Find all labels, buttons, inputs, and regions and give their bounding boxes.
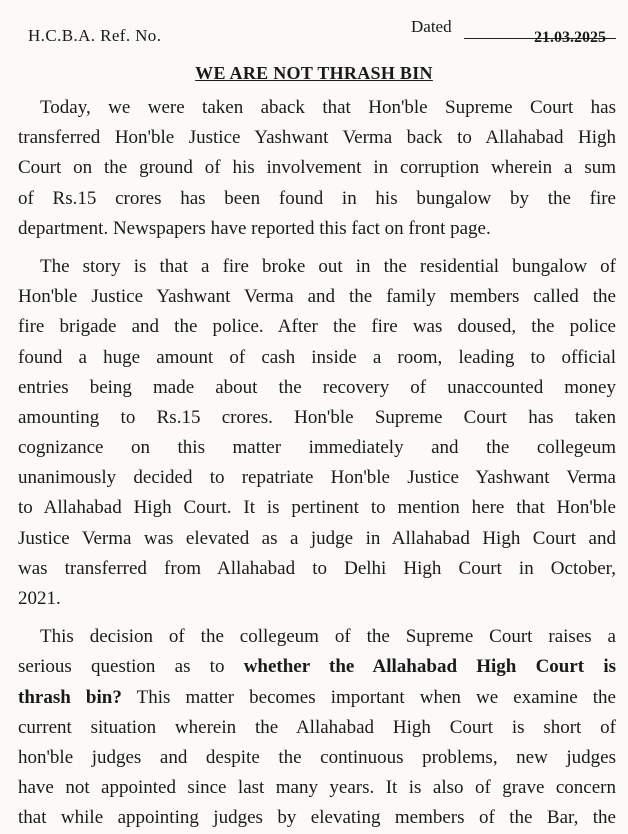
- text-run: serious question as to: [18, 656, 225, 678]
- letter-body: [0, 93, 628, 834]
- paragraph-gap: [0, 614, 628, 622]
- text-line: unanimously decided to repatriate Hon'ble Justice Yashwant Verma: [18, 467, 616, 489]
- paragraph-1: [0, 93, 628, 244]
- text-line: 2021.: [18, 588, 61, 609]
- text-line: department. Newspapers have reported this fact on front page.: [18, 217, 491, 239]
- page-title: WE ARE NOT THRASH BIN: [195, 63, 433, 83]
- emphasis-text: whether the Allahabad High Court is: [243, 656, 616, 678]
- text-line: The story is that a fire broke out in the residential bungalow of: [40, 255, 616, 277]
- text-line: cognizance on this matter immediately and the collegeum: [18, 437, 616, 459]
- text-line: to Allahabad High Court. It is pertinent to mention here that Hon'ble: [18, 497, 616, 519]
- text-line: of Rs.15 crores has been found in his bungalow by the fire: [18, 187, 616, 209]
- text-line: Justice Verma was elevated as a judge in Allahabad High Court and: [18, 527, 616, 549]
- text-line: This decision of the collegeum of the Supreme Court raises a: [40, 626, 616, 648]
- emphasis-text: thrash bin?: [18, 686, 122, 708]
- text-line: current situation wherein the Allahabad High Court is short of: [18, 716, 616, 738]
- reference-number-label: H.C.B.A. Ref. No.: [28, 26, 162, 45]
- text-line: [0, 652, 628, 682]
- text-line: Today, we were taken aback that Hon'ble Supreme Court has: [40, 97, 616, 118]
- text-line: entries being made about the recovery of unaccounted money: [18, 376, 616, 398]
- text-line: hon'ble judges and despite the continuous problems, new judges: [18, 746, 616, 768]
- text-line: found a huge amount of cash inside a room, leading to official: [18, 346, 616, 368]
- paragraph-3: [0, 622, 628, 833]
- text-run: This matter becomes important when we examine the: [136, 686, 616, 708]
- text-line: Hon'ble Justice Yashwant Verma and the family members called the: [18, 286, 616, 308]
- text-line: fire brigade and the police. After the fire was doused, the police: [18, 316, 616, 338]
- text-line: have not appointed since last many years. It is also of grave concern: [18, 777, 616, 799]
- text-line: Court on the ground of his involvement in corruption wherein a sum: [18, 157, 616, 179]
- text-line: that while appointing judges by elevating members of the Bar, the: [18, 807, 616, 829]
- text-line: [0, 683, 628, 713]
- text-line: transferred Hon'ble Justice Yashwant Verma back to Allahabad High: [18, 127, 616, 149]
- text-line: was transferred from Allahabad to Delhi High Court in October,: [18, 557, 616, 579]
- dated-label: Dated: [411, 17, 452, 36]
- paragraph-gap: [0, 244, 628, 252]
- date-value: 21.03.2025: [534, 29, 606, 46]
- paragraph-2: [0, 252, 628, 614]
- text-line: amounting to Rs.15 crores. Hon'ble Supreme Court has taken: [18, 406, 616, 428]
